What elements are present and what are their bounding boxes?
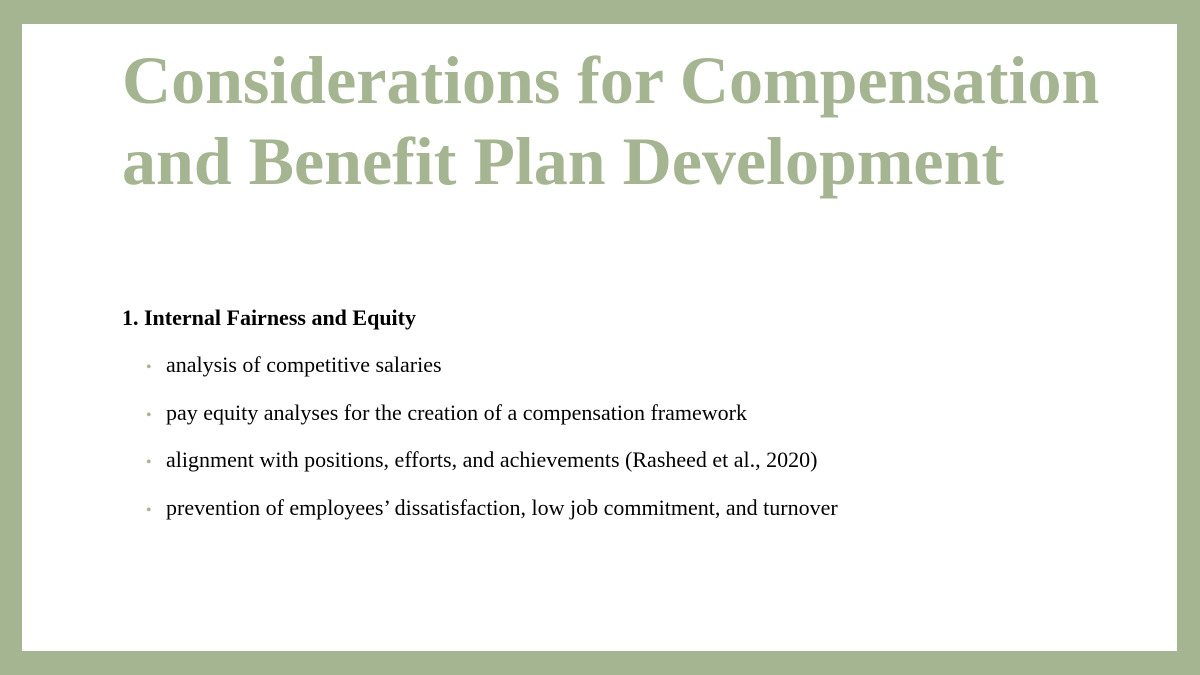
bullet-dot-icon: •	[146, 454, 152, 471]
list-item	[146, 445, 838, 493]
slide-title: Considerations for Compensation and Benefit Plan Development	[122, 42, 1100, 199]
list-item	[146, 398, 838, 446]
bullet-dot-icon: •	[146, 501, 152, 519]
section-heading: 1. Internal Fairness and Equity	[122, 305, 416, 330]
bullet-text: prevention of employees’ dissatisfaction, low job commitment, and turnover	[166, 494, 838, 520]
bullet-text: alignment with positions, efforts, and achievements (Rasheed et al., 2020)	[166, 447, 818, 472]
list-item	[146, 493, 838, 541]
bullet-dot-icon: •	[146, 359, 152, 376]
bullet-dot-icon: •	[146, 406, 152, 424]
bullet-text: analysis of competitive salaries	[166, 352, 442, 377]
bullet-list	[146, 350, 838, 540]
list-item	[146, 350, 838, 398]
bullet-text: pay equity analyses for the creation of a compensation framework	[166, 399, 747, 425]
slide	[22, 24, 1177, 651]
